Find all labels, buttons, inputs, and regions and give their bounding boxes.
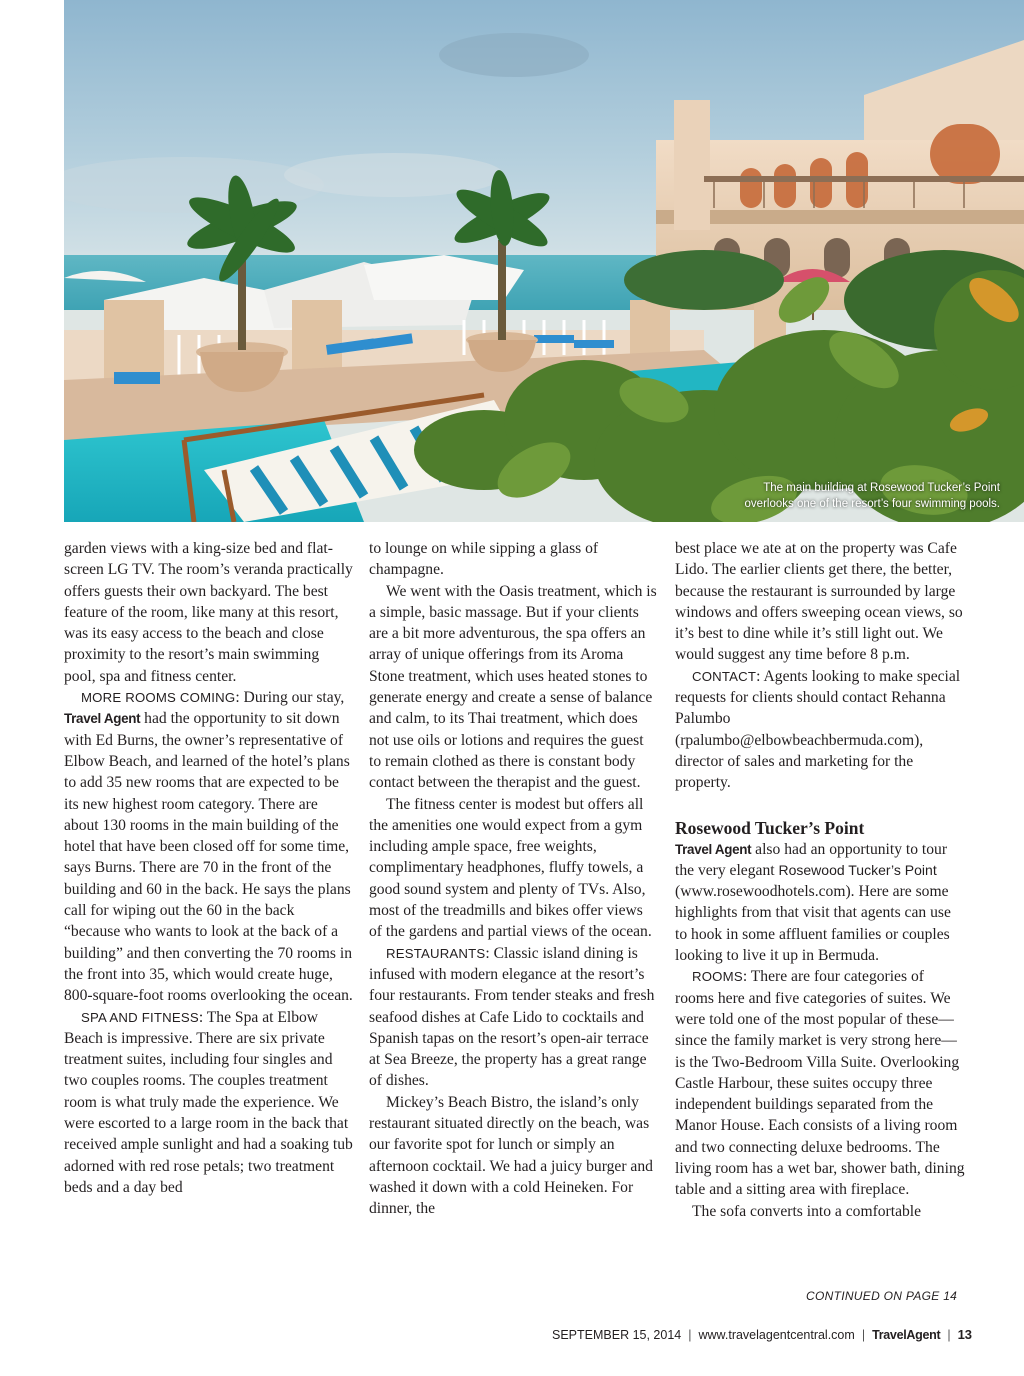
paragraph-text: : There are four categories of rooms here and five categories of suites. We were told one of the most popular of these—since the family market is very strong here—is the Two-Bedroom Villa Suite. Overlooking Castle Harbour, these suites occupy three independent buildings separated from the Manor House. Each consists of a living room and two connecting deluxe bedrooms. The living room has a wet bar, shower bath, dining table and a sitting area with fireplace.: [675, 968, 965, 1199]
resort-scene-illustration: [64, 0, 1024, 522]
paragraph-text: had the opportunity to sit down with Ed Burns, the owner’s representative of Elbow Beach, and learned of the hotel’s plans to add 35 new rooms that are expected to be its new highest room category. There are about 130 rooms in the main building of the hotel that have been closed off for some time, says Burns. There are 70 in the front of the building and 60 in the back. He says the plans call for wiping out the 60 in the back “because who wants to look at the back of a building” and then converting the 70 rooms in the front into 35, which would create huge, 800-square-foot rooms overlooking the ocean.: [64, 710, 353, 1005]
paragraph-text: (www.rosewoodhotels.com). Here are some highlights from that visit that agents can use to hook in some affluent families or couples looking to live it up in Bermuda.: [675, 883, 951, 965]
paragraph-more-rooms: [64, 687, 354, 1006]
section-label-contact: CONTACT: [692, 668, 757, 684]
website-url[interactable]: www.travelagentcentral.com: [698, 1328, 855, 1342]
paragraph-spa: [64, 1007, 354, 1199]
paragraph-contact: [675, 666, 965, 794]
resort-name: Rosewood Tucker’s Point: [778, 861, 937, 878]
paragraph-text: : Classic island dining is infused with modern elegance at the resort’s four restaurants. From tender steaks and fresh seafood dishes at Cafe Lido to cocktails and Spanish tapas on the resort’s open-air terrace at Sea Breeze, the property has a great range of dishes.: [369, 944, 655, 1090]
paragraph-rooms: [675, 966, 965, 1200]
paragraph-text: also had an opportunity to tour the very elegant: [675, 840, 948, 879]
paragraph: Mickey’s Beach Bistro, the island’s only restaurant situated directly on the beach, was our favorite spot for lunch or simply an afternoon cocktail. We had a juicy burger and washed it down with a cold Heineken. For dinner, the: [369, 1093, 653, 1218]
page-footer: [552, 1327, 972, 1342]
section-label-more-rooms: MORE ROOMS COMING: [81, 690, 236, 706]
caption-line-1: The main building at Rosewood Tucker’s Point: [763, 482, 1000, 494]
column-1: [64, 538, 354, 1198]
continued-link[interactable]: CONTINUED ON PAGE 14: [806, 1289, 958, 1303]
travel-agent-brand: Travel Agent: [675, 841, 752, 857]
section-subhead: Rosewood Tucker’s Point: [675, 817, 865, 838]
resort-photo: [64, 0, 1024, 522]
paragraph-text: : The Spa at Elbow Beach is impressive. There are six private treatment suites, including four singles and two couples rooms. The couples treatment room is what truly made the experience. We were escorted to a large room in the back that received ample sunlight and had a soaking tub adorned with red rose petals; two treatment beds and a day bed: [64, 1008, 353, 1196]
footer-divider: |: [947, 1328, 951, 1342]
paragraph-text: : Agents looking to make special requests for clients should contact Rehanna Palumbo (rpalumbo@elbowbeachbermuda.com), director of sales and marketing for the property.: [675, 667, 961, 792]
paragraph: best place we ate at on the property was Cafe Lido. The earlier clients get there, the better, because the restaurant is surrounded by large windows and offers sweeping ocean views, so it’s best to dine while it’s still light out. We would suggest any time before 8 p.m.: [675, 540, 963, 664]
issue-date: SEPTEMBER 15, 2014: [552, 1328, 682, 1342]
column-2: [369, 538, 659, 1220]
paragraph: to lounge on while sipping a glass of champagne.: [369, 540, 599, 579]
paragraph-intro: [675, 839, 965, 967]
footer-divider: |: [861, 1328, 866, 1342]
page-number: 13: [957, 1327, 973, 1342]
caption-line-2: overlooks one of the resort’s four swimming pools.: [744, 498, 1000, 510]
travel-agent-brand: Travel Agent: [64, 711, 141, 727]
section-label-rooms: ROOMS: [692, 969, 743, 985]
photo-caption: [745, 480, 1000, 512]
footer-brand: TravelAgent: [872, 1328, 941, 1342]
paragraph: The fitness center is modest but offers all the amenities one would expect from a gym including ample space, free weights, complimentary headphones, fluffy towels, a good sound system and plenty of TVs. Also, most of the treadmills and bikes offer views of the gardens and partial views of the ocean.: [369, 795, 652, 941]
paragraph: garden views with a king-size bed and flat-screen LG TV. The room’s veranda practically offers guests their own backyard. The best feature of the room, like many at this resort, was its easy access to the beach and close proximity to the resort’s main swimming pool, spa and fitness center.: [64, 540, 353, 685]
paragraph-text: : During our stay,: [235, 689, 345, 707]
paragraph: The sofa converts into a comfortable: [692, 1202, 922, 1220]
paragraph-restaurants: [369, 943, 659, 1092]
paragraph: We went with the Oasis treatment, which is a simple, basic massage. But if your clients are a bit more adventurous, the spa offers an array of unique offerings from its Aroma Stone treatment, which uses heated stones to generate energy and create a sense of balance and calm, to its Thai treatment, which does not use oils or lotions and requires the guest to remain clothed as there is constant body contact between the therapist and the guest.: [369, 582, 657, 792]
section-label-spa: SPA AND FITNESS: [81, 1009, 199, 1025]
spacer: [675, 794, 965, 815]
section-label-restaurants: RESTAURANTS: [386, 945, 486, 961]
column-3: [675, 538, 965, 1222]
footer-divider: |: [688, 1328, 692, 1342]
